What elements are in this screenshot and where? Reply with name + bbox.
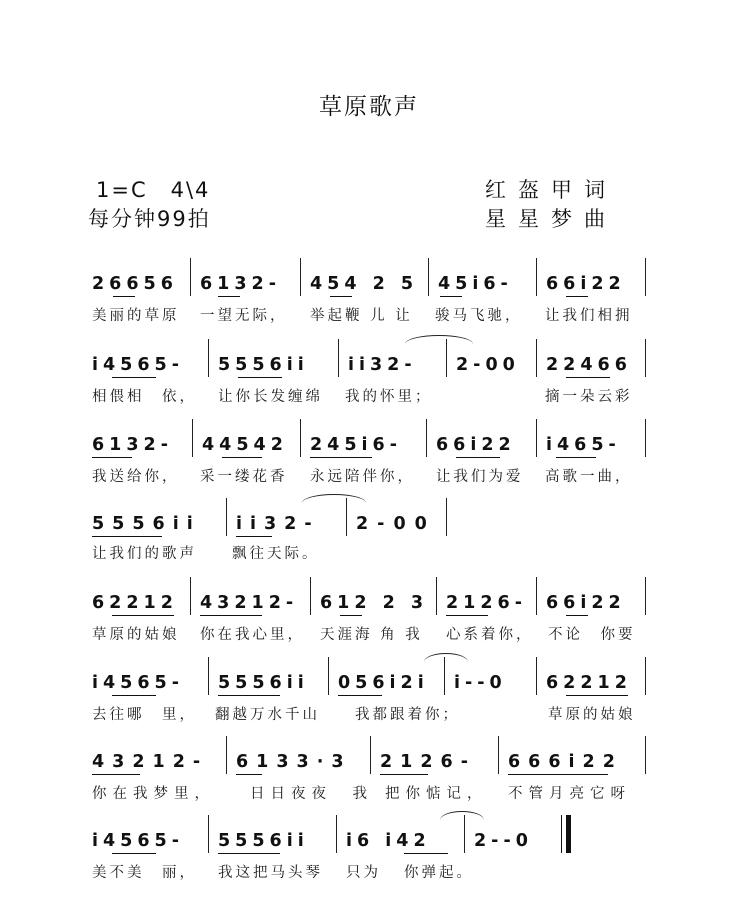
- notation-bar: i6 i42: [346, 831, 431, 851]
- lyric-line: 高歌一曲，: [545, 469, 633, 485]
- barline: [190, 258, 191, 296]
- notation-bar: 666i22: [508, 752, 623, 772]
- lyric-line: 不管月亮它呀: [508, 786, 631, 802]
- notation-bar: 66i22: [436, 435, 516, 455]
- barline: [226, 736, 227, 774]
- notation-bar: 2-00: [456, 355, 520, 375]
- notation-bar: 66i22: [546, 274, 626, 294]
- lyric-line: 你弹起。: [404, 865, 474, 881]
- lyric-line: 相偎相 依，: [92, 389, 197, 405]
- key-time-signature: 1=C 4\4: [96, 178, 211, 202]
- beam-underline: [236, 536, 272, 537]
- notation-bar: 5556ii: [218, 831, 309, 851]
- barline: [645, 258, 646, 296]
- beam-underline: [112, 695, 156, 696]
- lyric-line: 让我们为爱: [436, 469, 524, 485]
- notation-bar: 6133·3: [236, 752, 352, 772]
- notation-bar: 45i6-: [438, 274, 513, 294]
- score-system-7: [0, 740, 738, 820]
- barline: [300, 419, 301, 457]
- barline: [338, 339, 339, 377]
- barline: [208, 657, 209, 695]
- notation-bar: 454 2 5: [310, 274, 419, 294]
- beam-underline: [446, 615, 488, 616]
- barline: [536, 419, 537, 457]
- barline: [192, 419, 193, 457]
- barline: [645, 577, 646, 615]
- barline: [346, 498, 347, 536]
- lyric-line: 我这把马头琴: [218, 865, 323, 881]
- beam-underline: [566, 695, 628, 696]
- beam-underline: [380, 774, 428, 775]
- score-system-2: [0, 343, 738, 423]
- notation-bar: 2126-: [446, 593, 527, 613]
- lyric-line: 举起鞭 儿 让: [310, 308, 413, 324]
- composer-credit: 星星梦曲: [485, 207, 617, 231]
- barline: [300, 258, 301, 296]
- lyric-line: 你在我心里，: [200, 627, 305, 643]
- score-system-3: [0, 423, 738, 503]
- beam-underline: [404, 853, 448, 854]
- lyric-line: 日日夜夜 我: [250, 786, 373, 802]
- notation-bar: 62212: [546, 673, 632, 693]
- beam-underline: [113, 296, 135, 297]
- notation-bar: 612 2 3: [320, 593, 429, 613]
- beam-underline: [338, 695, 382, 696]
- notation-bar: 62212: [92, 593, 178, 613]
- notation-bar: ii32-: [236, 514, 320, 534]
- final-barline-thin: [561, 815, 562, 853]
- lyric-line: 我的怀里；: [345, 389, 433, 405]
- final-barline-thick: [566, 815, 571, 853]
- barline: [190, 577, 191, 615]
- lyric-line: 采一缕花香: [200, 469, 288, 485]
- barline: [310, 577, 311, 615]
- beam-underline: [330, 296, 352, 297]
- barline: [328, 657, 329, 695]
- score-system-6: [0, 661, 738, 741]
- lyric-line: 美丽的草原: [92, 308, 180, 324]
- notation-bar: 6132-: [200, 274, 281, 294]
- beam-underline: [218, 296, 240, 297]
- barline: [436, 577, 437, 615]
- notation-bar: i4565-: [92, 673, 184, 693]
- lyric-line: 你在我梦里，: [92, 786, 215, 802]
- barline: [645, 736, 646, 774]
- beam-underline: [556, 457, 596, 458]
- beam-underline: [92, 774, 140, 775]
- barline: [444, 657, 445, 695]
- notation-bar: 43212-: [92, 752, 209, 772]
- barline: [645, 657, 646, 695]
- notation-bar: 66i22: [546, 593, 626, 613]
- barline: [370, 736, 371, 774]
- lyric-line: 摘一朵云彩: [545, 389, 633, 405]
- beam-underline: [440, 296, 462, 297]
- notation-bar: 2--0: [474, 831, 533, 851]
- notation-bar: i465-: [546, 435, 621, 455]
- notation-bar: 5556ii: [218, 355, 309, 375]
- notation-bar: 245i6-: [310, 435, 402, 455]
- tempo-marking: 每分钟99拍: [88, 207, 211, 231]
- lyric-line: 骏马飞驰，: [435, 308, 523, 324]
- beam-underline: [508, 774, 608, 775]
- lyric-line: 我送给你，: [92, 469, 180, 485]
- notation-bar: 6132-: [92, 435, 173, 455]
- beam-underline: [218, 695, 280, 696]
- barline: [426, 419, 427, 457]
- beam-underline: [566, 377, 610, 378]
- barline: [498, 736, 499, 774]
- lyric-line: 让我们的歌声: [92, 546, 197, 562]
- lyric-line: 草原的姑娘: [548, 707, 636, 723]
- beam-underline: [112, 853, 156, 854]
- notation-bar: 2-00: [356, 514, 436, 534]
- lyric-line: 去往哪 里，: [92, 707, 197, 723]
- notation-bar: 22466: [546, 355, 632, 375]
- lyric-line: 我都跟着你；: [355, 707, 460, 723]
- beam-underline: [92, 457, 132, 458]
- beam-underline: [238, 377, 282, 378]
- barline: [645, 419, 646, 457]
- notation-bar: 056i2i: [338, 673, 429, 693]
- barline: [645, 339, 646, 377]
- score-system-1: [0, 262, 738, 342]
- lyric-line: 心系着你，: [446, 627, 534, 643]
- lyric-line: 草原的姑娘: [92, 627, 180, 643]
- lyric-line: 不论 你要: [548, 627, 636, 643]
- beam-underline: [218, 853, 280, 854]
- barline: [446, 498, 447, 536]
- lyric-line: 一望无际，: [200, 308, 288, 324]
- barline: [226, 498, 227, 536]
- lyric-line: 美不美 丽，: [92, 865, 197, 881]
- lyric-line: 让我们相拥: [545, 308, 633, 324]
- lyric-line: 翻越万水千山: [215, 707, 320, 723]
- lyric-line: 让你长发缠绵: [218, 389, 323, 405]
- beam-underline: [200, 615, 262, 616]
- notation-bar: 43212-: [200, 593, 299, 613]
- lyric-line: 把你惦记，: [385, 786, 488, 802]
- lyricist-credit: 红盔甲词: [485, 178, 617, 202]
- barline: [336, 815, 337, 853]
- lyric-line: 永远陪伴你，: [310, 469, 415, 485]
- score-system-4: [0, 502, 738, 582]
- barline: [536, 258, 537, 296]
- lyric-line: 飘往天际。: [232, 546, 320, 562]
- notation-bar: i4565-: [92, 831, 184, 851]
- notation-bar: 5556ii: [218, 673, 309, 693]
- barline: [464, 815, 465, 853]
- barline: [208, 339, 209, 377]
- barline: [536, 339, 537, 377]
- notation-bar: 44542: [202, 435, 288, 455]
- beam-underline: [456, 457, 500, 458]
- notation-bar: i--0: [454, 673, 507, 693]
- beam-underline: [310, 457, 372, 458]
- lyric-line: 只为: [346, 865, 381, 881]
- beam-underline: [566, 296, 588, 297]
- notation-bar: 2126-: [380, 752, 476, 772]
- notation-bar: ii32-: [348, 355, 417, 375]
- beam-underline: [112, 377, 156, 378]
- notation-bar: i4565-: [92, 355, 184, 375]
- barline: [428, 258, 429, 296]
- barline: [536, 577, 537, 615]
- barline: [536, 657, 537, 695]
- beam-underline: [112, 615, 174, 616]
- beam-underline: [222, 457, 262, 458]
- beam-underline: [236, 774, 262, 775]
- score-system-8: [0, 819, 738, 899]
- beam-underline: [92, 536, 162, 537]
- beam-underline: [566, 615, 588, 616]
- beam-underline: [340, 615, 362, 616]
- notation-bar: 5556ii: [92, 514, 201, 534]
- song-title: 草原歌声: [319, 94, 419, 120]
- lyric-line: 天涯海 角 我: [320, 627, 423, 643]
- barline: [446, 339, 447, 377]
- notation-bar: 26656: [92, 274, 178, 294]
- score-system-5: [0, 581, 738, 661]
- barline: [208, 815, 209, 853]
